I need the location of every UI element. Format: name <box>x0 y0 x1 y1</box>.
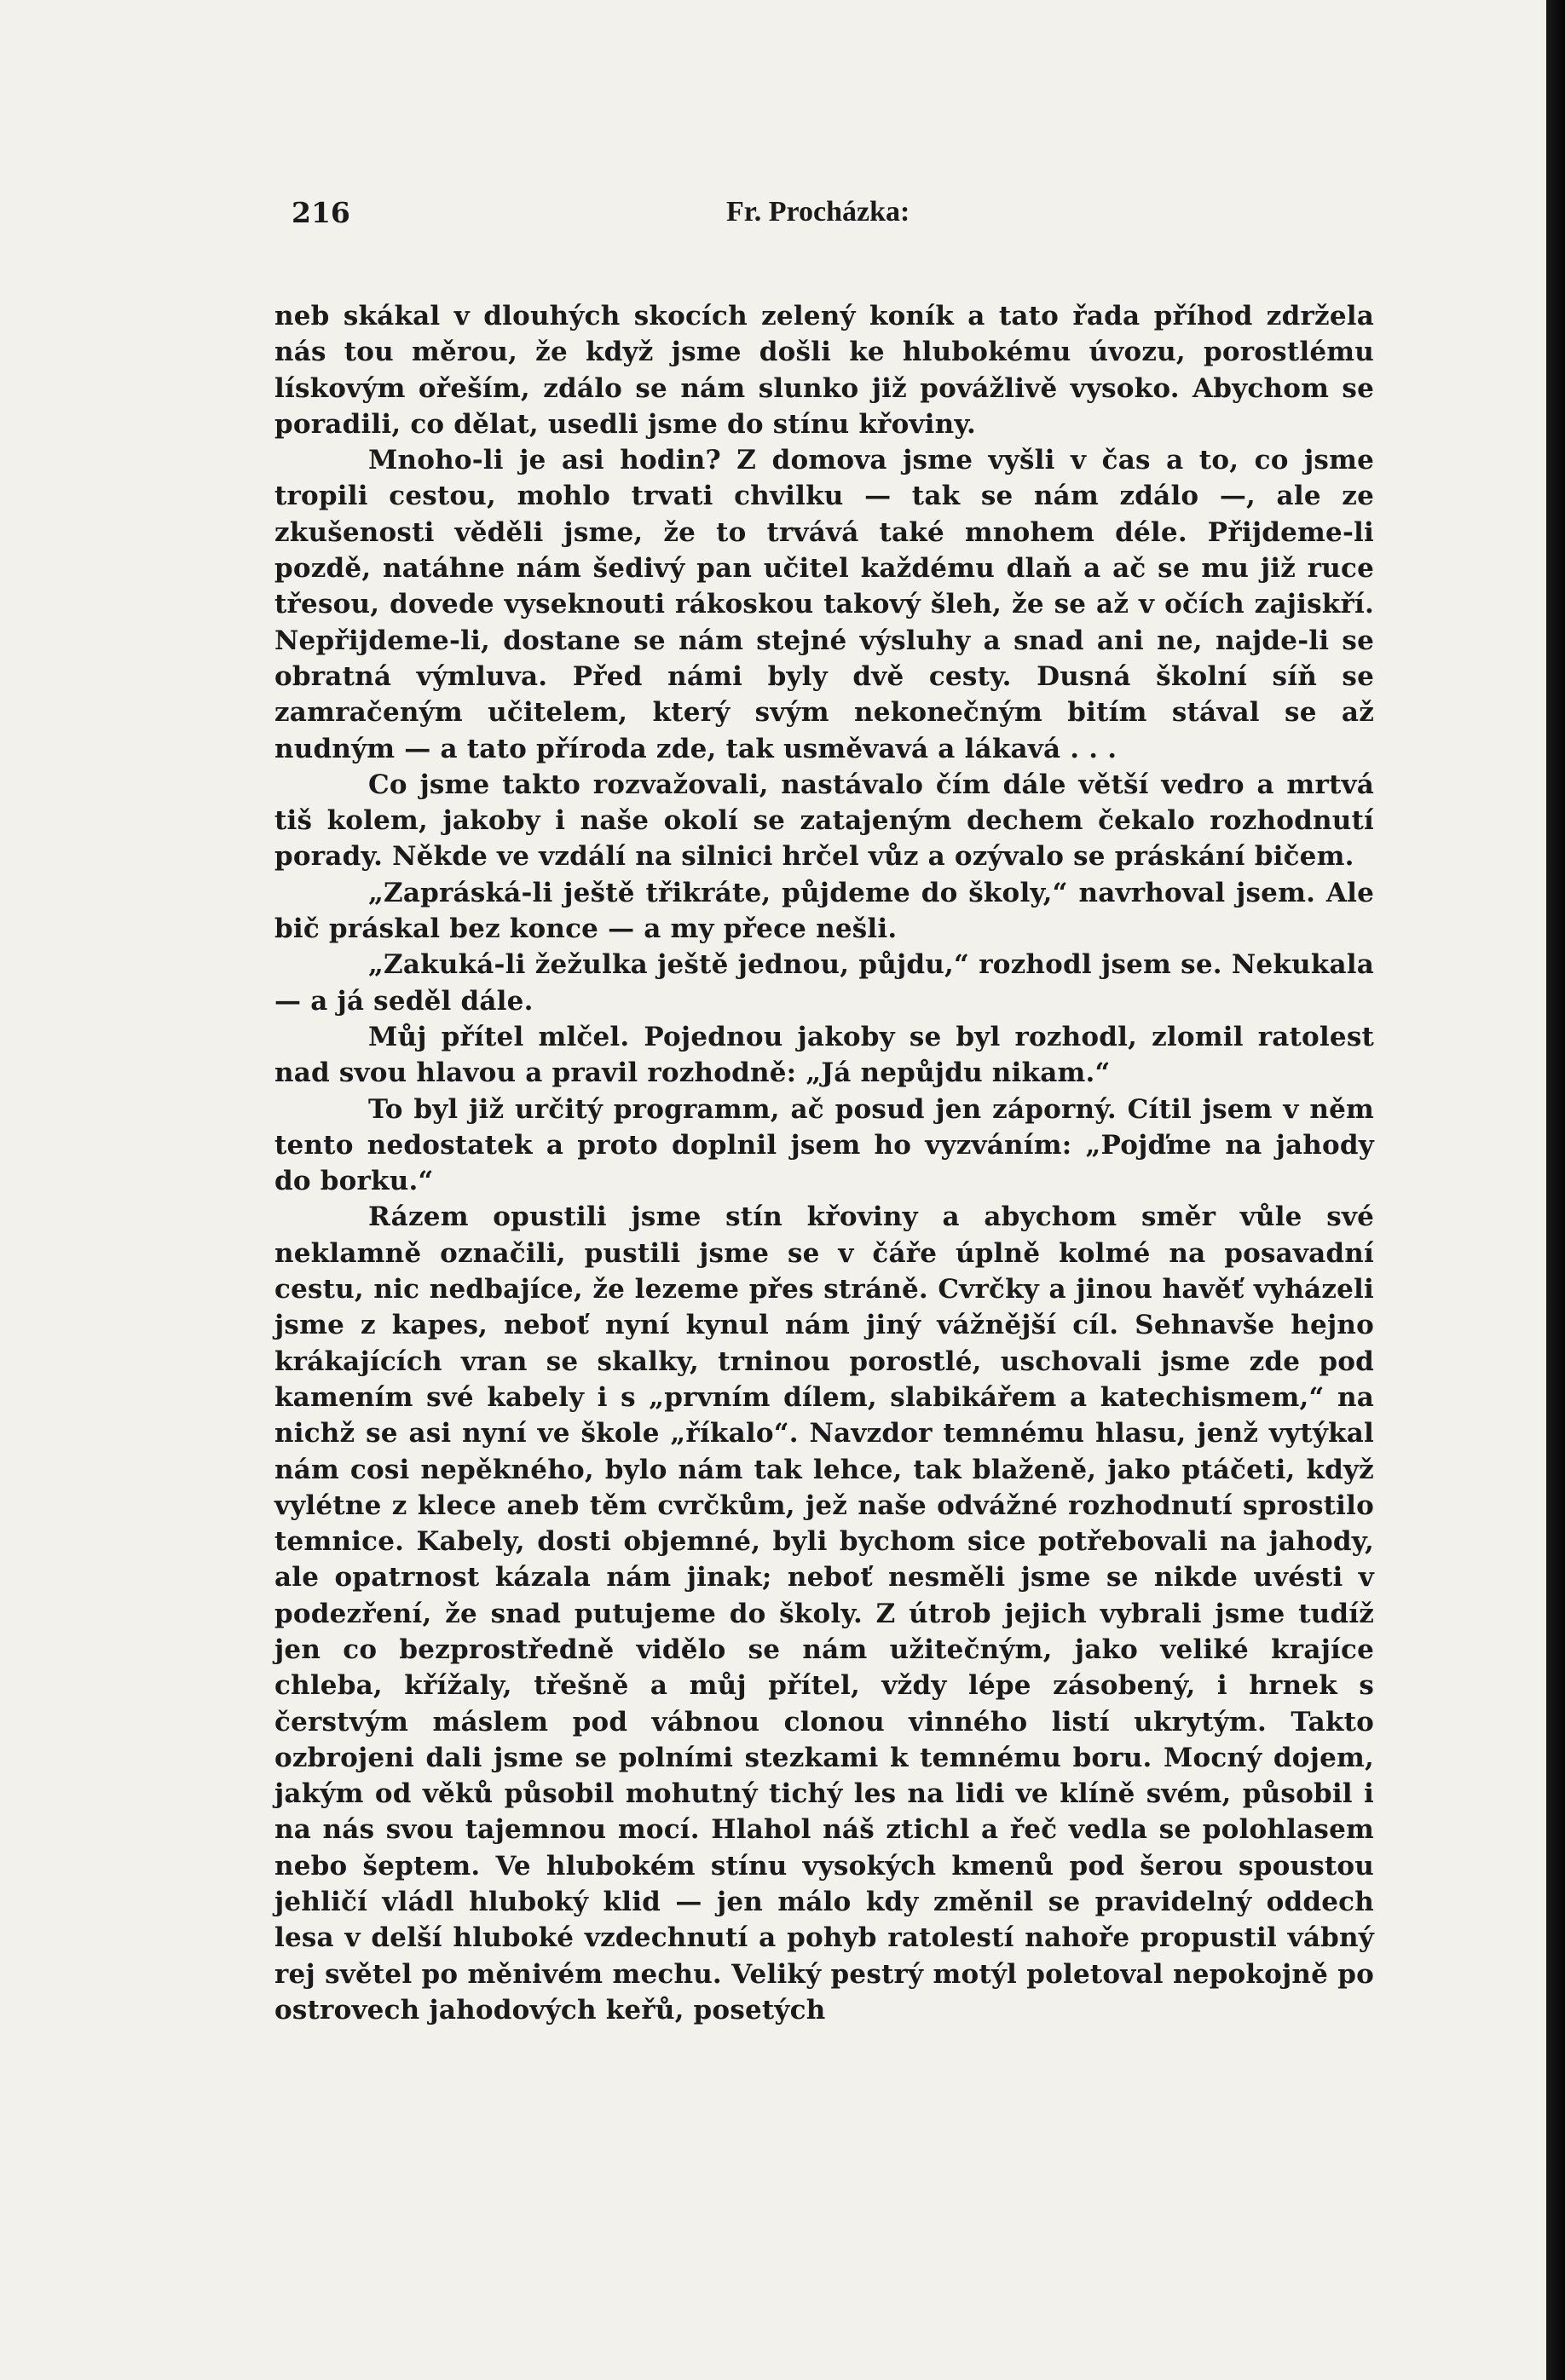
page-edge-shadow <box>1546 0 1565 2380</box>
paragraph: „Zakuká-li žežulka ještě jednou, půjdu,“ rozhodl jsem se. Nekukala — a já seděl dále. <box>274 949 1374 1017</box>
paragraph: Mnoho-li je asi hodin? Z domova jsme vyšli v čas a to, co jsme tropili cestou, mohlo trvati chvilku — tak se nám zdálo —, ale ze zkušenosti věděli jsme, že to trvává také mnohem déle. Přijdeme-li pozdě, natáhne nám šedivý pan učitel každému dlaň a ač se mu již ruce třesou, dovede vyseknouti rákoskou takový šleh, že se až v očích zajiskří. Nepřijdeme-li, dostane se nám stejné výsluhy a snad ani ne, najde-li se obratná výmluva. Před námi byly dvě cesty. Dusná školní síň se zamračeným učitelem, který svým nekonečným bitím stával se až nudným — a tato příroda zde, tak usměvavá a lákavá . . . <box>274 445 1374 764</box>
paragraph: „Zapráská-li ještě třikráte, půjdeme do školy,“ navrhoval jsem. Ale bič práskal bez konce — a my přece nešli. <box>274 877 1374 945</box>
running-title: Fr. Procházka: <box>726 196 910 228</box>
page-header <box>274 196 1374 247</box>
paragraph: neb skákal v dlouhých skocích zelený koník a tato řada příhod zdržela nás tou měrou, že když jsme došli ke hlubokému úvozu, porostlému lískovým ořeším, zdálo se nám slunko již povážlivě vysoko. Abychom se poradili, co dělat, usedli jsme do stínu křoviny. <box>274 301 1374 440</box>
page-number: 216 <box>292 196 350 229</box>
page-content <box>274 196 1374 2028</box>
paragraph: To byl již určitý programm, ač posud jen záporný. Cítil jsem v něm tento nedostatek a proto doplnil jsem ho vyzváním: „Pojďme na jahody do borku.“ <box>274 1093 1374 1197</box>
paragraph: Můj přítel mlčel. Pojednou jakoby se byl rozhodl, zlomil ratolest nad svou hlavou a pravil rozhodně: „Já nepůjdu nikam.“ <box>274 1021 1374 1089</box>
paragraph: Co jsme takto rozvažovali, nastávalo čím dále větší vedro a mrtvá tiš kolem, jakoby i naše okolí se zatajeným dechem čekalo rozhodnutí porady. Někde ve vzdálí na silnici hrčel vůz a ozývalo se práskání bičem. <box>274 769 1374 873</box>
body-text <box>274 298 1374 2028</box>
paragraph: Rázem opustili jsme stín křoviny a abychom směr vůle své neklamně označili, pustili jsme se v čáře úplně kolmé na posavadní cestu, nic nedbajíce, že lezeme přes stráně. Cvrčky a jinou havěť vyházeli jsme z kapes, neboť nyní kynul nám jiný vážnější cíl. Sehnavše hejno krákajících vran se skalky, trninou porostlé, uschovali jsme zde pod kamením své kabely i s „prvním dílem, slabikářem a katechismem,“ na nichž se asi nyní ve škole „říkalo“. Navzdor temnému hlasu, jenž vytýkal nám cosi nepěkného, bylo nám tak lehce, tak blaženě, jako ptáčeti, když vylétne z klece aneb těm cvrčkům, jež naše odvážné rozhodnutí sprostilo temnice. Kabely, dosti objemné, byli bychom sice potřebovali na jahody, ale opatrnost kázala nám jinak; neboť nesměli jsme se nikde uvésti v podezření, že snad putujeme do školy. Z útrob jejich vybrali jsme tudíž jen co bezprostředně vidělo se nám užitečným, jako veliké krajíce chleba, křížaly, třešně a můj přítel, vždy lépe zásobený, i hrnek s čerstvým máslem pod vábnou clonou vinného listí ukrytým. Takto ozbrojeni dali jsme se polními stezkami k temnému boru. Mocný dojem, jakým od věků působil mohutný tichý les na lidi ve klíně svém, působil i na nás svou tajemnou mocí. Hlahol náš ztichl a řeč vedla se polohlasem nebo šeptem. Ve hlubokém stínu vysokých kmenů pod šerou spoustou jehličí vládl hluboký klid — jen málo kdy změnil se pravidelný oddech lesa v delší hluboké vzdechnutí a pohyb ratolestí nahoře propustil vábný rej světel po měnivém mechu. Veliký pestrý motýl poletoval nepokojně po ostrovech jahodových keřů, posetých <box>274 1202 1374 2026</box>
